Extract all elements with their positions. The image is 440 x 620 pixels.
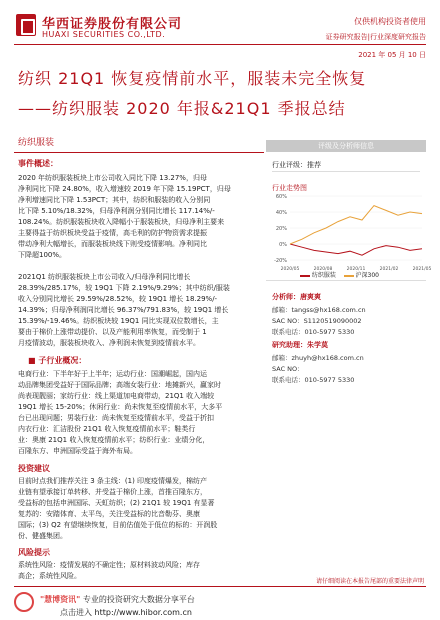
- events-line: 收入分别同比增长 29.59%/28.52%，较 19Q1 增长 18.29%/-: [18, 295, 218, 303]
- legend-label-1: 纺织服装: [311, 272, 336, 279]
- footer-brand-rest: 专业的投资研究大数据分享平台: [80, 595, 195, 604]
- report-type: 证券研究报告|行业深度研究报告: [325, 33, 426, 41]
- x-tick-label: 2020/11: [346, 267, 366, 272]
- events-line: 月疫情波动，服装板块收入、净利润未恢复到疫情前水平。: [18, 339, 200, 347]
- trend-chart: [266, 192, 432, 274]
- report-subtitle: ——纺织服装 2020 年报&21Q1 季报总结: [18, 99, 346, 118]
- y-tick-label: 40%: [275, 210, 287, 216]
- industry-rating: 行业评级：推荐: [272, 161, 321, 169]
- analyst-1-email[interactable]: 邮箱：tangss@hx168.com.cn: [272, 306, 366, 314]
- events-line: 净利增速同比下降 1.53PCT；其中，纺织和服装的收入分别同: [18, 196, 211, 204]
- x-tick-label: 2020/05: [280, 267, 300, 272]
- analyst-2-phone: 联系电话：010-5977 5330: [272, 376, 355, 384]
- footer-brand-highlight: "慧博资讯": [40, 595, 81, 604]
- analyst-2-name: 研究助理：朱学莫: [272, 341, 328, 349]
- audience-note: 仅供机构投资者使用: [354, 17, 426, 26]
- subindustry-line: 19Q1 增长 15-20%；休闲行业：尚未恢复至疫情前水平，大多平: [18, 403, 223, 411]
- invest-line: 国际；(3) Q2 有望继续恢复，目前估值处于低位的标的：开润股: [18, 521, 218, 529]
- rating-divider: [272, 171, 420, 172]
- risk-line: 高企；系统性风险。: [18, 572, 81, 580]
- events-line: 下降超100%。: [18, 251, 67, 259]
- y-tick-label: -20%: [274, 258, 287, 264]
- left-column: [18, 158, 262, 582]
- events-line: 2020 年纺织服装板块上市公司收入同比下降 13.27%，归母: [18, 174, 207, 182]
- brand-name-en: HUAXI SECURITIES CO.,LTD.: [42, 30, 166, 39]
- series-line-1: [290, 244, 422, 255]
- invest-line: 复苏的：安踏体育、太平鸟，关注受益标的比音勒芬、奥康: [18, 510, 200, 518]
- footer-link[interactable]: 点击进入 http://www.hibor.com.cn: [60, 608, 192, 617]
- company-logo: [16, 14, 36, 36]
- subindustry-line: 百隆东方、申洲国际受益于海外布局。: [18, 447, 137, 455]
- subindustry-line: 动品牌集团受益好于国际品牌；高端女装行业：地摊新兴，赢家时: [18, 381, 221, 389]
- report-title: 纺织 21Q1 恢复疫情前水平，服装未完全恢复: [18, 69, 367, 88]
- x-tick-label: 2020/08: [313, 267, 333, 272]
- report-date: 2021 年 05 月 10 日: [358, 51, 426, 59]
- events-body: [18, 173, 262, 349]
- invest-line: 份、健盛集团。: [18, 532, 67, 540]
- invest-line: 目前时点我们推荐关注 3 条主线：(1) 印度疫情爆发，棉纺产: [18, 477, 208, 485]
- events-line: 28.39%/285.17%，较 19Q1 下降 2.19%/9.29%；其中纺织/服装: [18, 284, 230, 292]
- analyst-1: [272, 292, 427, 336]
- invest-body: [18, 476, 262, 542]
- chart-legend: [300, 270, 379, 279]
- analyst-2-email[interactable]: 邮箱：zhuyh@hx168.com.cn: [272, 354, 364, 362]
- footer-divider: [14, 586, 426, 587]
- hibor-logo: [14, 592, 34, 612]
- subindustry-line: 业：奥康 21Q1 收入恢复疫情前水平；纺织行业：业绩分化，: [18, 436, 210, 444]
- chart-divider: [266, 280, 426, 281]
- events-line: 108.24%。纺织服装板块收入降幅小于服装板块，归母净利主要来: [18, 218, 225, 226]
- analyst-2-sac: SAC NO：: [272, 365, 304, 373]
- brand-name-cn: 华西证券股份有限公司: [42, 17, 183, 32]
- analyst-2: [272, 340, 427, 384]
- events-line: 净利同比下降 24.80%，收入增速较 2019 年下降 15.19PCT，归母: [18, 185, 231, 193]
- analyst-1-name: 分析师：唐爽爽: [272, 293, 321, 301]
- footer-brand: [40, 594, 195, 605]
- risk-line: 系统性风险：疫情发展的不确定性；原材料波动风险；库存: [18, 561, 200, 569]
- chart-title: 行业走势图: [272, 184, 307, 192]
- events-line: 带动净利大幅增长，而服装板块线下则受疫情影响。净利同比: [18, 240, 207, 248]
- category-divider: [14, 152, 264, 153]
- bullet-icon: ■: [28, 356, 39, 365]
- invest-line: 受益标的包括申洲国际、天虹纺织；(2) 21Q1 较 19Q1 有显著: [18, 499, 215, 507]
- legend-swatch-1: [300, 275, 310, 277]
- invest-line: 业链有望承接订单转移、并受益于棉价上涨，首推百隆东方，: [18, 488, 207, 496]
- subindustry-heading: ■ 子行业概况：: [28, 356, 87, 365]
- events-line: 2021Q1 纺织服装板块上市公司收入/归母净利同比增长: [18, 273, 191, 281]
- y-tick-label: 0%: [279, 242, 287, 248]
- y-tick-label: 60%: [275, 194, 287, 200]
- events-line: 要由于棉价上涨带动提价、以及产能利用率恢复，而受制于 1: [18, 328, 207, 336]
- events-line: 14.39%；归母净利润同比增长 96.37%/791.83%，较 19Q1 增长: [18, 306, 229, 314]
- y-tick-label: 20%: [275, 226, 287, 232]
- subindustry-line: 台已出现问题；男装行业：尚未恢复至疫情前水平，受益于折扣: [18, 414, 214, 422]
- industry-category: 纺织服装: [18, 138, 55, 148]
- risk-body: [18, 560, 262, 582]
- header-divider: [14, 44, 426, 45]
- events-line: 15.39%/-19.46%。纺织板块较 19Q1 同比实现双位数增长，主: [18, 317, 219, 325]
- subindustry-body: [18, 369, 262, 457]
- series-line-2: [290, 206, 422, 244]
- legend-label-2: 沪深300: [355, 272, 379, 279]
- x-tick-label: 2021/02: [379, 267, 399, 272]
- analyst-1-sac: SAC NO：S1120519090002: [272, 317, 362, 325]
- rating-panel-header: 评级及分析师信息: [266, 140, 426, 152]
- risk-heading: 风险提示: [18, 548, 50, 557]
- x-tick-label: 2021/05: [412, 267, 432, 272]
- legend-swatch-2: [344, 275, 354, 277]
- events-heading: 事件概述：: [18, 159, 58, 168]
- subindustry-line: 内衣行业：汇洁股份 21Q1 收入恢复疫情前水平；鞋类行: [18, 425, 196, 433]
- subindustry-line: 尚表现靓丽；家纺行业：线上渠道加电商带动，21Q1 收入端较: [18, 392, 215, 400]
- invest-heading: 投资建议: [18, 464, 50, 473]
- analyst-1-phone: 联系电话：010-5977 5330: [272, 328, 355, 336]
- events-line: [18, 261, 262, 272]
- legal-note: 请仔细阅读在本报告尾部的重要法律声明: [315, 578, 424, 585]
- subindustry-line: 电商行业：下半年好于上半年；运动行业：国潮崛起，国内运: [18, 370, 207, 378]
- events-line: 主要得益于纺织板块受益于疫情，高毛利的防护物资需求提振: [18, 229, 207, 237]
- events-line: 比下降 5.10%/18.32%，归母净利润分别同比增长 117.14%/-: [18, 207, 215, 215]
